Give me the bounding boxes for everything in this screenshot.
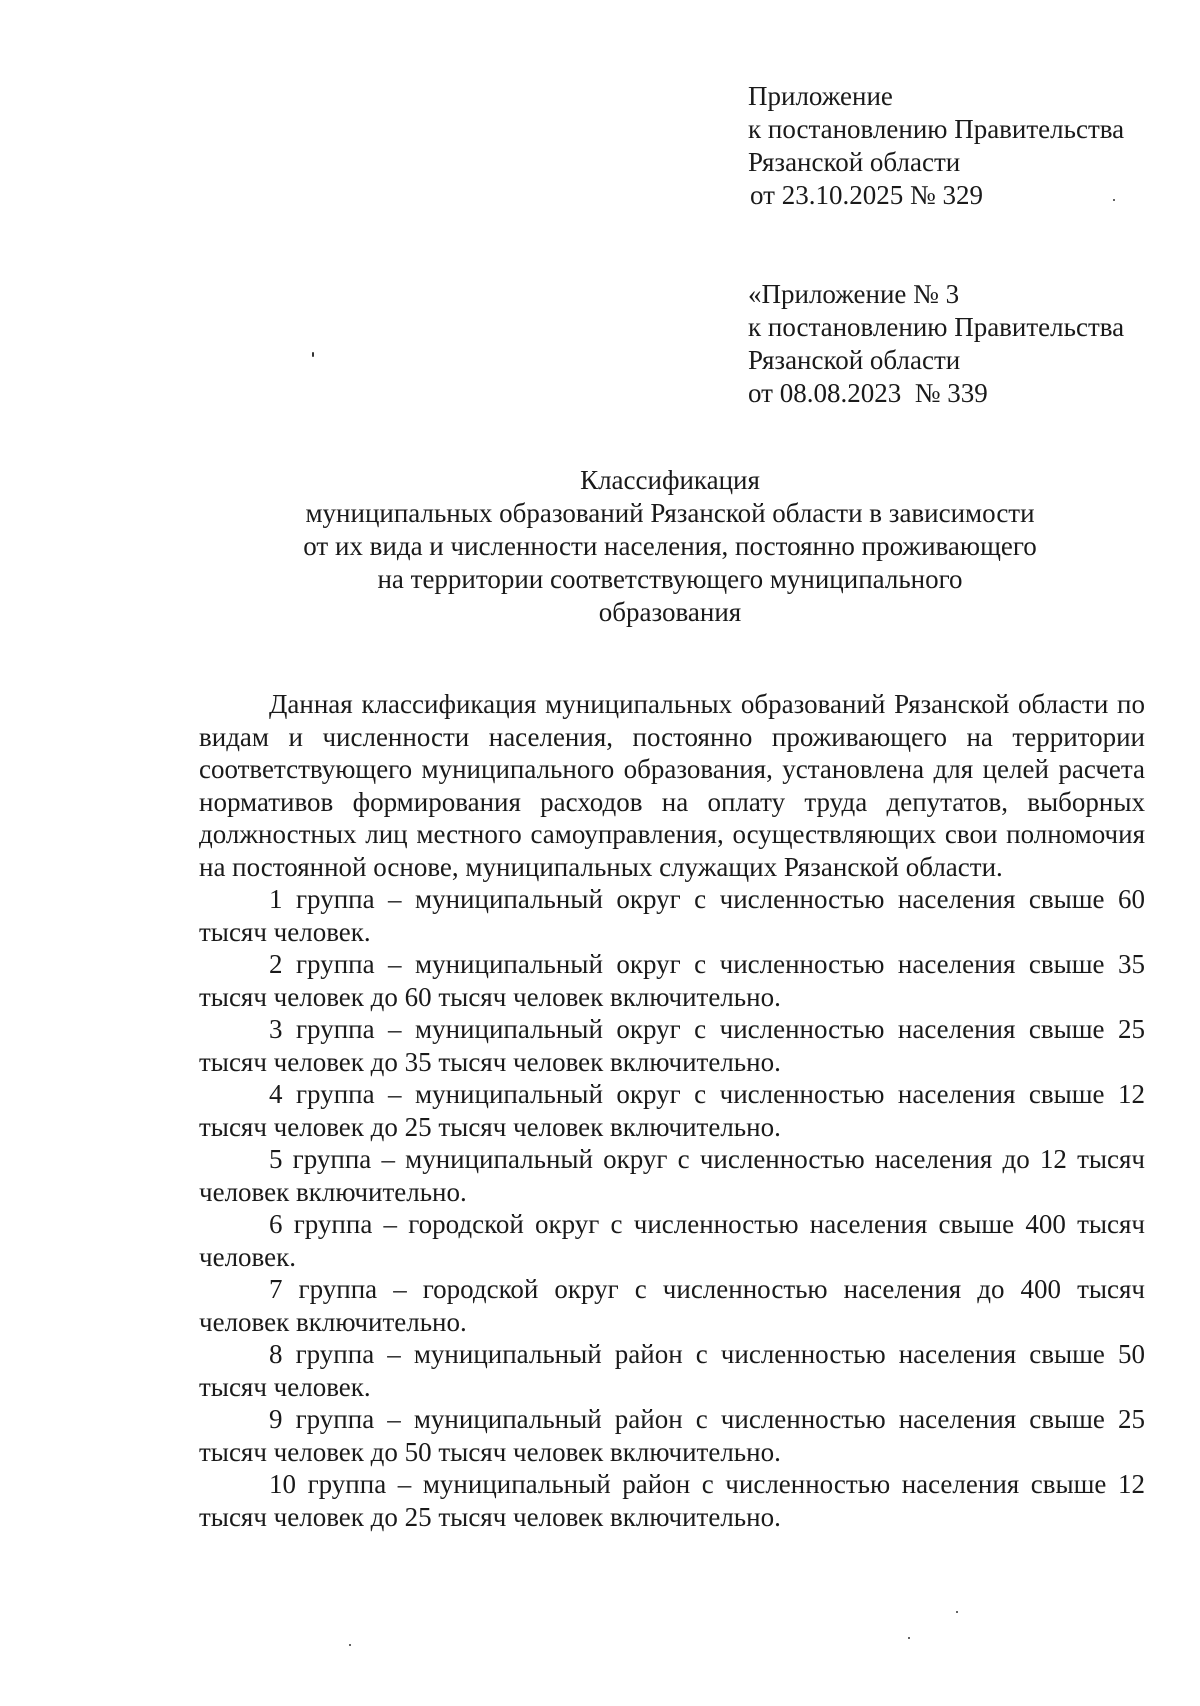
scan-speck <box>908 1637 910 1639</box>
appendix3-header <box>748 278 1124 410</box>
appendix3-header-line3: Рязанской области <box>748 345 961 375</box>
appendix-header-line3: Рязанской области <box>748 147 961 177</box>
group-item-2: 2 группа – муниципальный округ с численностью населения свыше 35 тысяч человек до 60 тысяч человек включительно. <box>199 949 1145 1012</box>
title-line4: на территории соответствующего муниципального <box>377 564 963 594</box>
document-body <box>199 688 1145 1533</box>
appendix-header-date: от 23.10.2025 № 329 <box>750 180 983 210</box>
scan-speck <box>1113 199 1115 201</box>
appendix-header <box>748 80 1124 212</box>
appendix3-header-line1: «Приложение № 3 <box>748 279 960 309</box>
group-item-7: 7 группа – городской округ с численностью населения до 400 тысяч человек включительно. <box>199 1274 1145 1337</box>
group-item-10: 10 группа – муниципальный район с численностью населения свыше 12 тысяч человек до 25 тысяч человек включительно. <box>199 1469 1145 1532</box>
intro-paragraph: Данная классификация муниципальных образований Рязанской области по видам и численности населения, постоянно проживающего на территории соответствующего муниципального образования, установлена для целей расчета нормативов формирования расходов на оплату труда депутатов, выборных должностных лиц местного самоуправления, осуществляющих свои полномочия на постоянной основе, муниципальных служащих Рязанской области. <box>199 689 1145 882</box>
title-line1: Классификация <box>580 465 760 495</box>
group-item-4: 4 группа – муниципальный округ с численностью населения свыше 12 тысяч человек до 25 тысяч человек включительно. <box>199 1079 1145 1142</box>
group-item-1: 1 группа – муниципальный округ с численностью населения свыше 60 тысяч человек. <box>199 884 1145 947</box>
appendix3-header-line2: к постановлению Правительства <box>748 312 1125 342</box>
scan-speck <box>956 1611 958 1613</box>
group-item-8: 8 группа – муниципальный район с численностью населения свыше 50 тысяч человек. <box>199 1339 1145 1402</box>
scan-speck <box>349 1644 351 1646</box>
title-line5: образования <box>598 597 742 627</box>
group-item-3: 3 группа – муниципальный округ с численностью населения свыше 25 тысяч человек до 35 тысяч человек включительно. <box>199 1014 1145 1077</box>
appendix-header-line1: Приложение <box>748 81 893 111</box>
appendix3-header-date: от 08.08.2023 № 339 <box>748 378 988 408</box>
group-item-5: 5 группа – муниципальный округ с численностью населения до 12 тысяч человек включительно. <box>199 1144 1145 1207</box>
appendix-header-line2: к постановлению Правительства <box>748 114 1125 144</box>
title-line3: от их вида и численности населения, постоянно проживающего <box>303 531 1037 561</box>
title-line2: муниципальных образований Рязанской области в зависимости <box>305 498 1035 528</box>
group-item-9: 9 группа – муниципальный район с численностью населения свыше 25 тысяч человек до 50 тысяч человек включительно. <box>199 1404 1145 1467</box>
group-item-6: 6 группа – городской округ с численностью населения свыше 400 тысяч человек. <box>199 1209 1145 1272</box>
scan-speck <box>312 352 314 357</box>
document-title <box>200 464 1140 629</box>
